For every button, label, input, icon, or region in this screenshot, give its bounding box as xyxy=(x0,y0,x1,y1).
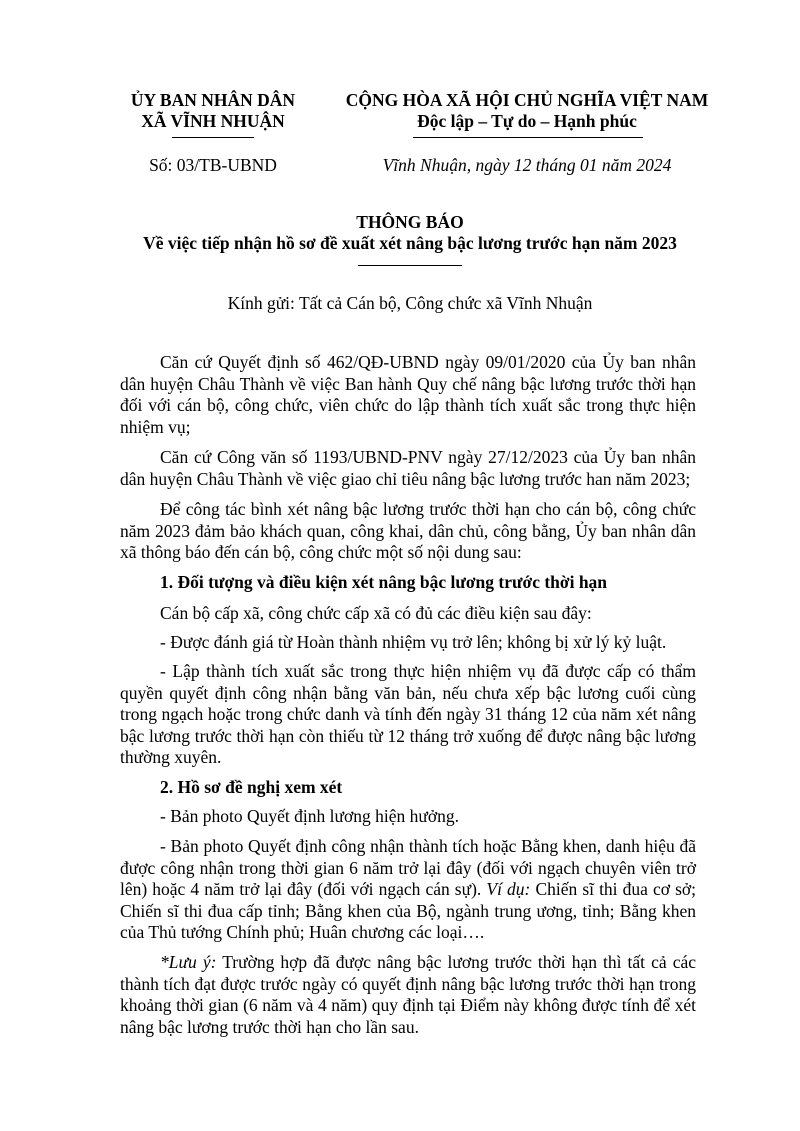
condition-item-1: - Được đánh giá từ Hoàn thành nhiệm vụ trở lên; không bị xử lý kỷ luật. xyxy=(160,632,667,652)
condition-item-2: - Lập thành tích xuất sắc trong thực hiện nhiệm vụ đã được cấp có thẩm quyền quyết định công nhận bằng văn bản, nếu chưa xếp bậc lương cuối cùng trong ngạch hoặc trong chức danh và tính đến ngày 31 tháng 12 của năm xét nâng bậc lương trước thời hạn còn thiếu từ 12 tháng trở xuống để được nâng bậc lương thường xuyên. xyxy=(120,661,696,767)
dossier-item-1: - Bản photo Quyết định lương hiện hưởng. xyxy=(160,806,459,826)
example-text: Chiến sĩ thi đua cơ sở; Chiến sĩ thi đua cấp tỉnh; Bằng khen của Bộ, ngành trung ương, tỉnh; Bằng khen của Thủ tướng Chính phủ; Huân chương các loại…. xyxy=(120,879,696,942)
section-heading-2: 2. Hồ sơ đề nghị xem xét xyxy=(160,777,343,797)
document-title xyxy=(60,212,760,254)
national-motto: Độc lập – Tự do – Hạnh phúc xyxy=(417,111,637,131)
paragraph-eligibility: Cán bộ cấp xã, công chức cấp xã có đủ các điều kiện sau đây: xyxy=(160,603,592,623)
paragraph-legal-basis-1: Căn cứ Quyết định số 462/QĐ-UBND ngày 09/01/2020 của Ủy ban nhân dân huyện Châu Thành về việc Ban hành Quy chế nâng bậc lương trước thời hạn đối với cán bộ, công chức, viên chức do lập thành tích xuất sắc trong thực hiện nhiệm vụ; xyxy=(120,352,696,437)
title-subject: Về việc tiếp nhận hồ sơ đề xuất xét nâng bậc lương trước hạn năm 2023 xyxy=(143,233,677,253)
dossier-item-2 xyxy=(120,836,696,944)
note-text: Trường hợp đã được nâng bậc lương trước thời hạn thì tất cả các thành tích đạt được trước ngày có quyết định nâng bậc lương trước thời hạn trong khoảng thời gian (6 năm và 4 năm) quy định tại Điểm này không được tính để xét nâng bậc lương trước thời hạn cho lần sau. xyxy=(120,952,696,1037)
motto-underline xyxy=(413,137,643,138)
recipient-line: Kính gửi: Tất cả Cán bộ, Công chức xã Vĩnh Nhuận xyxy=(227,293,593,313)
paragraph-purpose: Để công tác bình xét nâng bậc lương trước thời hạn cho cán bộ, công chức năm 2023 đảm bảo khách quan, công khai, dân chủ, công bằng, Ủy ban nhân dân xã thông báo đến cán bộ, công chức một số nội dung sau: xyxy=(120,499,696,562)
note-paragraph xyxy=(120,952,696,1038)
national-title: CỘNG HÒA XÃ HỘI CHỦ NGHĨA VIỆT NAM xyxy=(345,90,709,110)
issuer-line1: ỦY BAN NHÂN DÂN xyxy=(130,90,296,110)
issuer-block xyxy=(108,90,318,132)
paragraph-legal-basis-2: Căn cứ Công văn số 1193/UBND-PNV ngày 27/12/2023 của Ủy ban nhân dân huyện Châu Thành về việc giao chỉ tiêu nâng bậc lương trước han năm 2023; xyxy=(120,447,696,489)
title-main: THÔNG BÁO xyxy=(356,212,464,232)
dossier-item-2-text: - Bản photo Quyết định công nhận thành tích hoặc Bằng khen, danh hiệu đã được công nhận trong thời gian 6 năm trở lại đây (đối với ngạch chuyên viên trở lên) hoặc 4 năm trở lại đây (đối với ngạch cán sự). xyxy=(120,836,696,899)
issuer-line2: XÃ VĨNH NHUẬN xyxy=(141,111,285,131)
section-heading-1: 1. Đối tượng và điều kiện xét nâng bậc lương trước thời hạn xyxy=(160,572,608,592)
doc-number: Số: 03/TB-UBND xyxy=(149,155,277,175)
note-label: *Lưu ý: xyxy=(160,952,217,972)
example-label: Ví dụ: xyxy=(486,879,531,899)
issuer-underline xyxy=(172,137,254,138)
title-underline xyxy=(358,265,462,266)
place-date: Vĩnh Nhuận, ngày 12 tháng 01 năm 2024 xyxy=(382,155,672,175)
national-header xyxy=(322,90,732,132)
